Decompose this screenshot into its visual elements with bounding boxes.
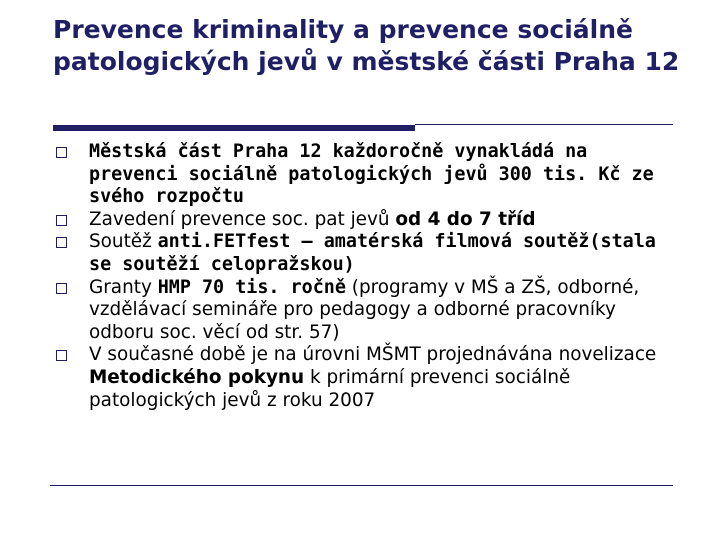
slide-title: Prevence kriminality a prevence sociálně patologických jevů v městské části Praha 12	[53, 15, 680, 76]
bullet-text: (programy v MŠ a ZŠ, odborné, vzdělávací semináře pro pedagogy a odborné pracovníky odboru soc. věcí od str. 57)	[89, 276, 640, 343]
bullet-text: V současné době je na úrovni MŠMT projednávána novelizace	[89, 344, 657, 366]
bullet-item	[54, 209, 674, 232]
bullet-text: Městská část Praha 12 každoročně vynakládá na prevenci sociálně patologických jevů 300 tis. Kč ze svého rozpočtu	[89, 141, 654, 208]
square-bullet-icon	[56, 215, 67, 226]
square-bullet-icon	[56, 350, 67, 361]
bullet-item	[54, 141, 674, 209]
square-bullet-icon	[56, 283, 67, 294]
bullet-text: Zavedení prevence soc. pat jevů	[89, 208, 396, 230]
title-underline-thick	[53, 125, 415, 131]
bullet-emphasis: Metodického pokynu	[89, 366, 305, 388]
bullet-text: Granty	[89, 276, 158, 298]
bottom-rule	[50, 485, 673, 486]
square-bullet-icon	[56, 147, 67, 158]
bullet-emphasis: anti.FETfest – amatérská filmová soutěž(stala se soutěží celopražskou)	[89, 231, 656, 275]
bullet-emphasis: HMP 70 tis. ročně	[157, 276, 346, 298]
square-bullet-icon	[56, 237, 67, 248]
bullet-item	[54, 231, 674, 276]
bullet-list	[54, 141, 674, 412]
bullet-text: Soutěž	[89, 231, 158, 253]
title-underline-thin	[415, 124, 673, 125]
bullet-item	[54, 277, 674, 345]
bullet-emphasis: od 4 do 7 tříd	[395, 208, 536, 230]
bullet-item	[54, 344, 674, 412]
bullet-text: k primární prevenci sociálně patologických jevů z roku 2007	[89, 366, 571, 411]
